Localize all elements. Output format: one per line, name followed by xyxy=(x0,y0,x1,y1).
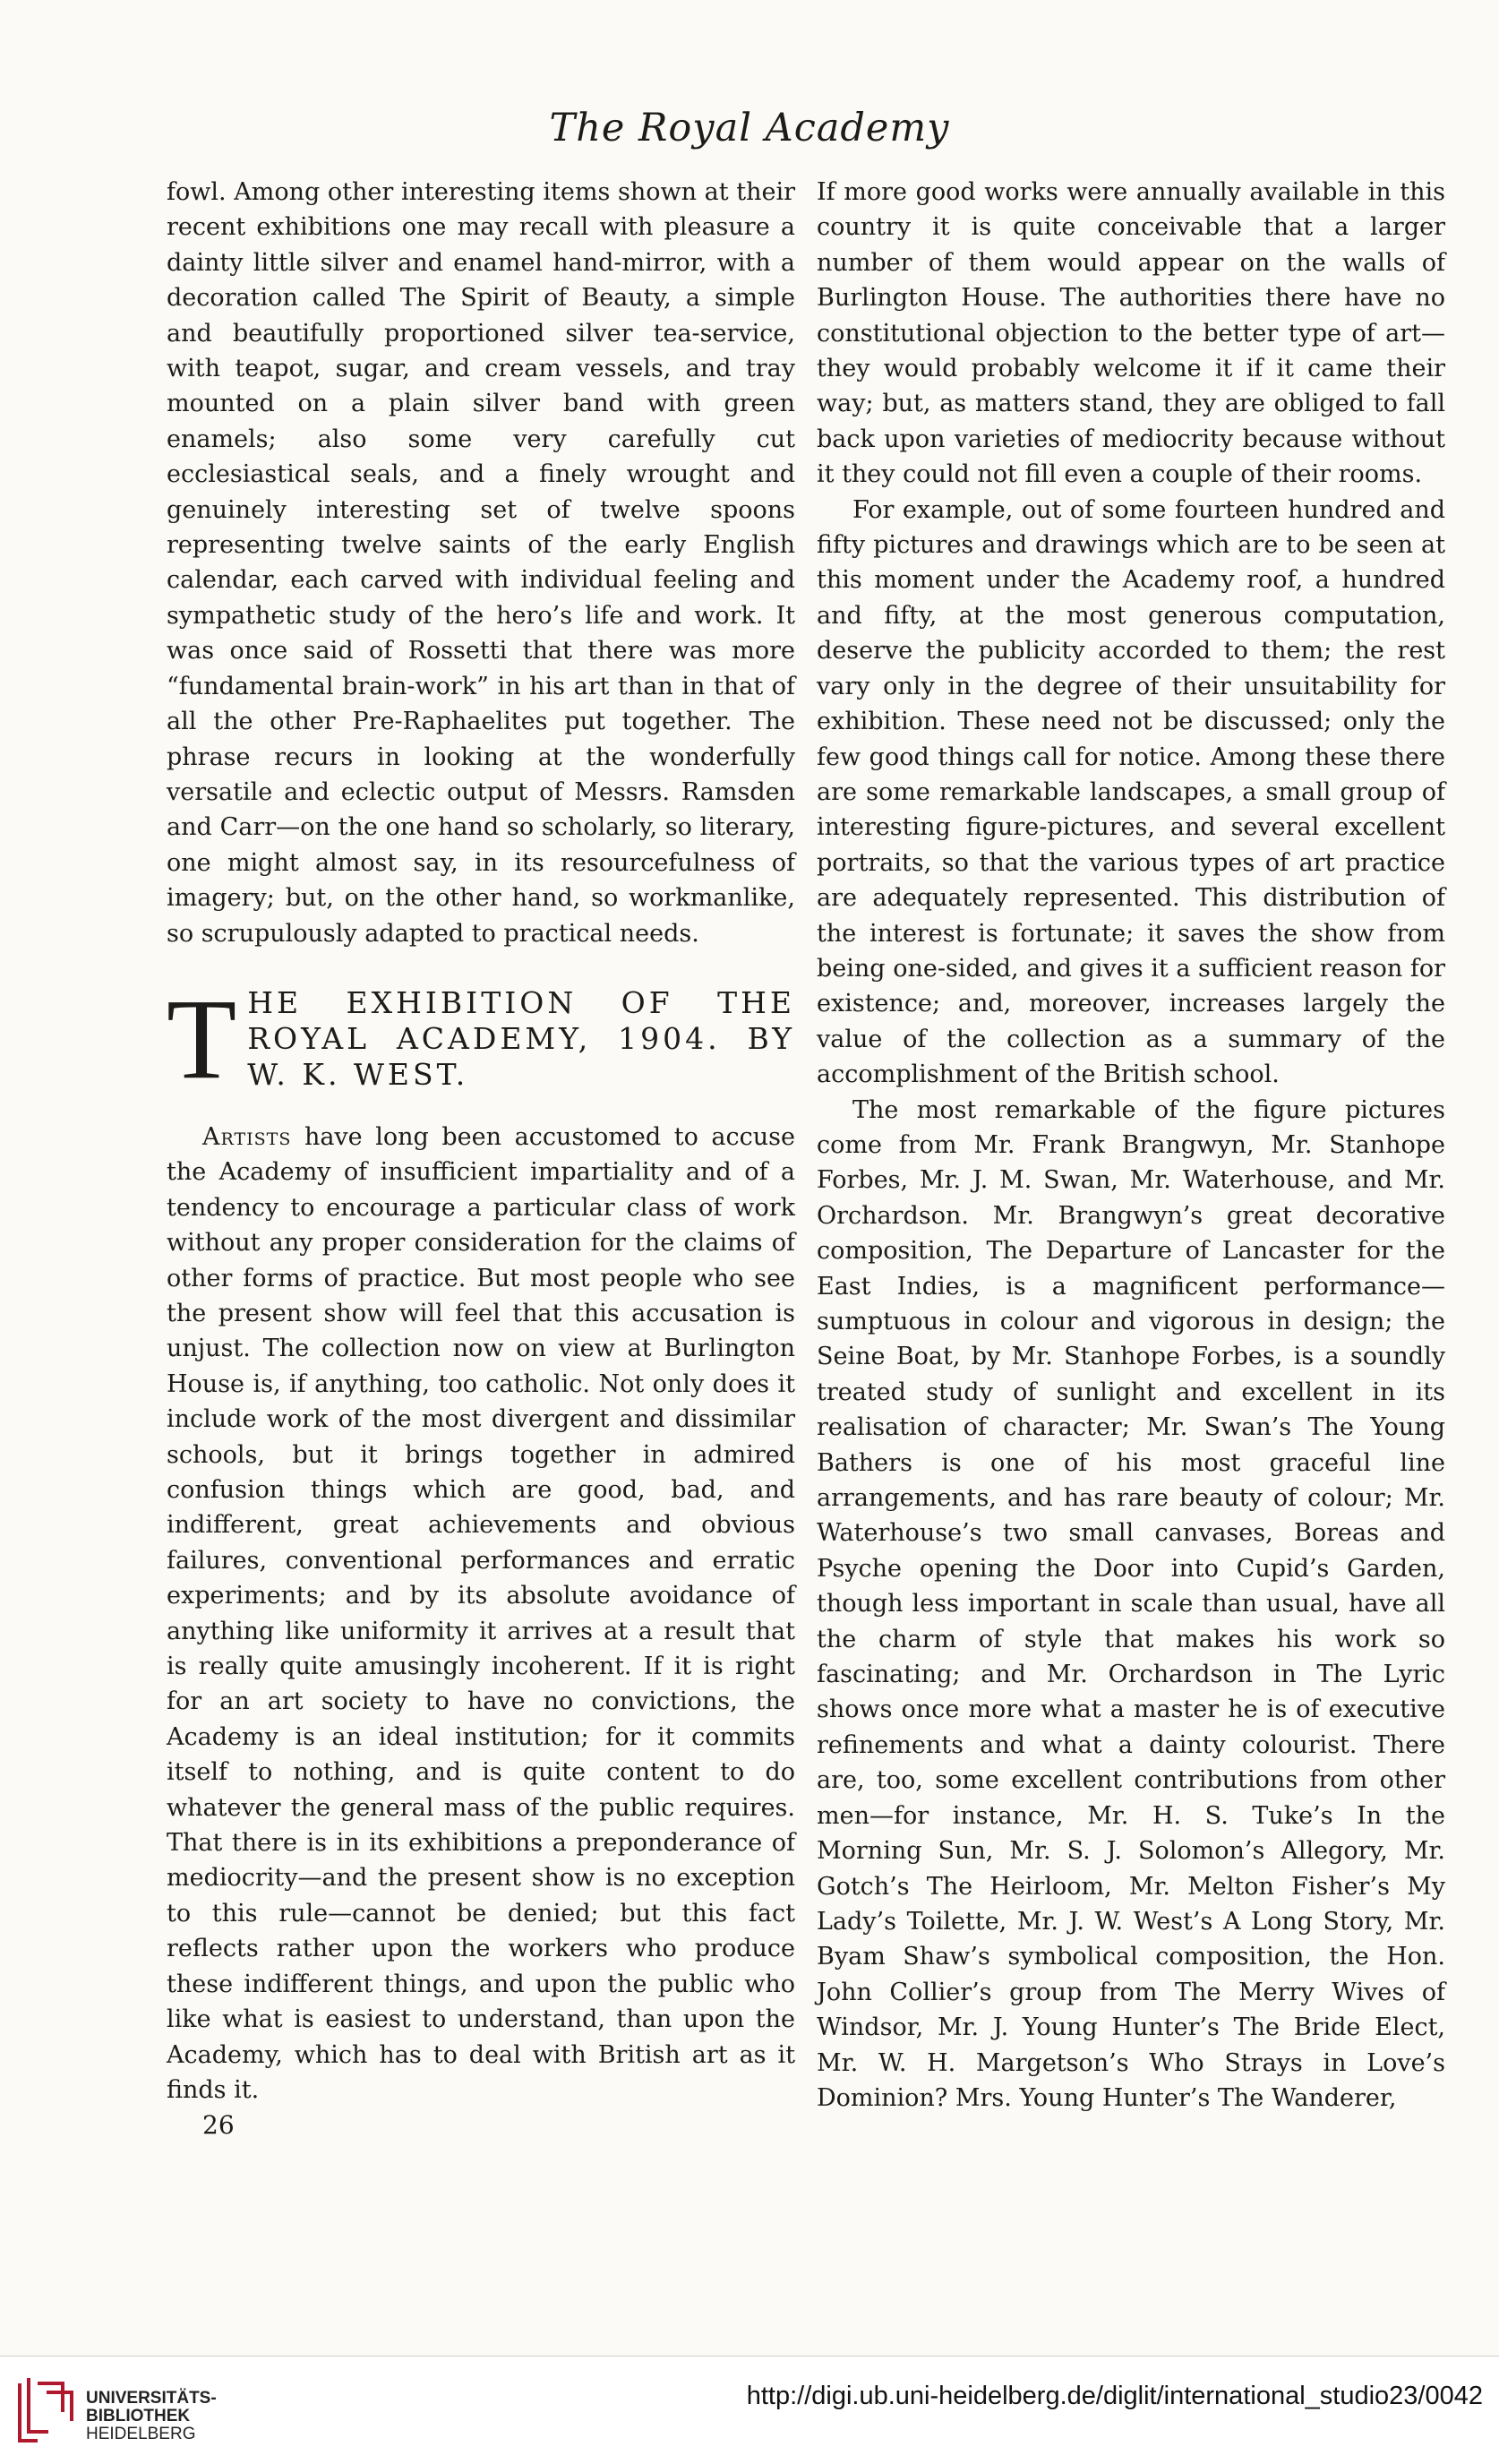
article-title xyxy=(167,985,795,1093)
continued-paragraph: fowl. Among other interesting items shown at their recent exhibitions one may recall with pleasure a dainty little silver and enamel hand-mirror, with a decoration called The Spirit of Beauty, a simple and beautifully proportioned silver tea-service, with teapot, sugar, and cream vessels, and tray mounted on a plain silver band with green enamels; also some very carefully cut ecclesiastical seals, and a finely wrought and genuinely interesting set of twelve spoons representing twelve saints of the early English calendar, each carved with individual feeling and sympathetic study of the hero’s life and work. It was once said of Rossetti that there was more “fundamental brain-work” in his art than in that of all the other Pre-Raphaelites put together. The phrase recurs in looking at the wonderfully versatile and eclectic output of Messrs. Ramsden and Carr—on the one hand so scholarly, so literary, one might almost say, in its resourcefulness of imagery; but, on the other hand, so workmanlike, so scrupulously adapted to practical needs. xyxy=(167,178,795,948)
drop-cap: T xyxy=(167,984,237,1093)
article-opening-paragraph xyxy=(167,1120,795,2108)
opening-body: have long been accustomed to accuse the Academy of insufficient impartiality and of a tendency to encourage a particular class of work without any proper consideration for the claims of other forms of practice. But most people who see the present show will feel that this accusation is unjust. The collection now on view at Burlington House is, if anything, too catholic. Not only does it include work of the most divergent and dissimilar schools, but it brings together in admired confusion things which are good, bad, and indifferent, great achievements and obvious failures, conventional performances and erratic experiments; and by its absolute avoidance of anything like uniformity it arrives at a result that is really quite amusingly incoherent. If it is right for an art society to have no convictions, the Academy is an ideal institution; for it commits itself to nothing, and is quite content to do whatever the general mass of the public requires. That there is in its exhibitions a preponderance of mediocrity—and the present show is no exception to this rule—cannot be denied; but this fact reflects rather upon the workers who produce these indifferent things, and upon the public who like what is easiest to understand, than upon the Academy, which has to deal with British art as it finds it. xyxy=(167,1122,795,2104)
library-name xyxy=(86,2390,217,2443)
library-name-line-3: HEIDELBERG xyxy=(86,2425,196,2443)
left-column xyxy=(167,175,795,2143)
right-column xyxy=(817,175,1445,2116)
footer-bar xyxy=(0,2357,1499,2464)
paragraph-2: For example, out of some fourteen hundred and fifty pictures and drawings which are to be seen at this moment under the Academy roof, a hundred and fifty, at the most generous computation, deserve the publicity accorded to them; the rest vary only in the degree of their unsuitability for exhibition. These need not be discussed; only the few good things call for notice. Among these there are some remarkable landscapes, a small group of interesting figure-pictures, and several excellent portraits, so that the various types of art practice are adequately represented. This distribution of the interest is fortunate; it saves the show from being one-sided, and gives it a sufficient reason for existence; and, moreover, increases largely the value of the collection as a summary of the accomplishment of the British school. xyxy=(817,495,1445,1089)
source-url-link[interactable]: http://digi.ub.uni-heidelberg.de/diglit/international_studio23/0042 xyxy=(746,2382,1483,2410)
library-logo-icon xyxy=(13,2376,77,2451)
paragraph-1: If more good works were annually available in this country it is quite conceivable that a larger number of them would appear on the walls of Burlington House. The authorities there have no constitutional objection to the better type of art—they would probably welcome it if it came their way; but, as matters stand, they are obliged to fall back upon varieties of mediocrity because without it they could not fill even a couple of their rooms. xyxy=(817,178,1445,489)
paragraph-3: The most remarkable of the figure pictures come from Mr. Frank Brangwyn, Mr. Stanhope Forbes, Mr. J. M. Swan, Mr. Waterhouse, and Mr. Orchardson. Mr. Brangwyn’s great decorative composition, The Departure of Lancaster for the East Indies, is a magnificent performance—sumptuous in colour and vigorous in design; the Seine Boat, by Mr. Stanhope Forbes, is a soundly treated study of sunlight and excellent in its realisation of character; Mr. Swan’s The Young Bathers is one of his most graceful line arrangements, and has rare beauty of colour; Mr. Waterhouse’s two small canvases, Boreas and Psyche opening the Door into Cupid’s Garden, though less important in scale than usual, have all the charm of style that makes his work so fascinating; and Mr. Orchardson in The Lyric shows once more what a master he is of executive refinements and what a dainty colourist. There are, too, some excellent contributions from other men—for instance, Mr. H. S. Tuke’s In the Morning Sun, Mr. S. J. Solomon’s Allegory, Mr. Gotch’s The Heirloom, Mr. Melton Fisher’s My Lady’s Toilette, Mr. J. W. West’s A Long Story, Mr. Byam Shaw’s symbolical composition, the Hon. John Collier’s group from The Merry Wives of Windsor, Mr. J. Young Hunter’s The Bride Elect, Mr. W. H. Margetson’s Who Strays in Love’s Dominion? Mrs. Young Hunter’s The Wanderer, xyxy=(817,1095,1445,2112)
library-name-line-1: UNIVERSITÄTS- xyxy=(86,2389,217,2408)
article-title-text: HE EXHIBITION OF THE ROYAL ACADEMY, 1904. BY W. K. WEST. xyxy=(247,984,795,1092)
running-title: The Royal Academy xyxy=(549,106,950,150)
first-word: Artists xyxy=(202,1122,292,1151)
page-number: 26 xyxy=(202,2110,235,2141)
library-name-line-2: BIBLIOTHEK xyxy=(86,2407,191,2425)
